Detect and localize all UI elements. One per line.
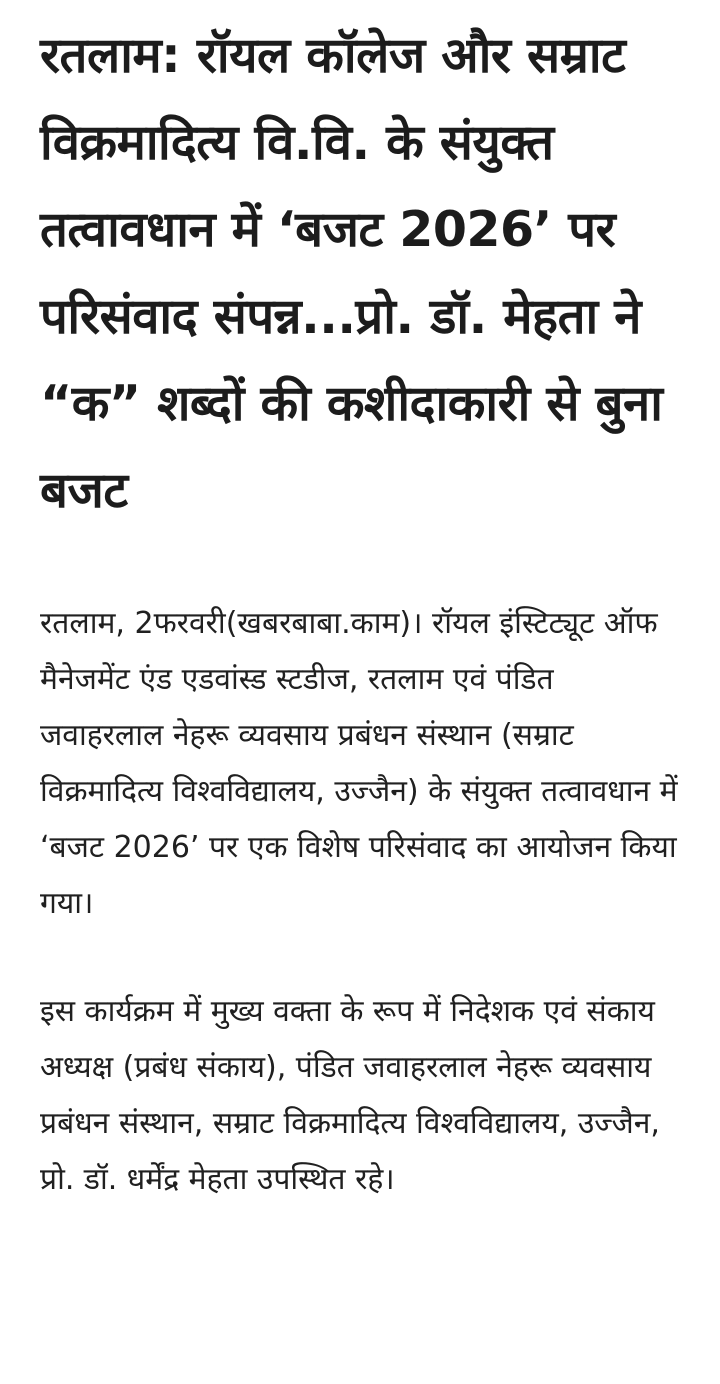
article-paragraph-speaker: इस कार्यक्रम में मुख्य वक्ता के रूप में निदेशक एवं संकाय अध्यक्ष (प्रबंध संकाय), पंडित जवाहरलाल नेहरू व्यवसाय प्रबंधन संस्थान, सम्राट विक्रमादित्य विश्वविद्यालय, उज्जैन, प्रो. डॉ. धर्मेंद्र मेहता उपस्थित रहे।	[40, 994, 660, 1197]
article-headline: रतलाम: रॉयल कॉलेज और सम्राट विक्रमादित्य वि.वि. के संयुक्त तत्वावधान में ‘बजट 2026’ पर परिसंवाद संपन्न...प्रो. डॉ. मेहता ने “क” शब्दों की कशीदाकारी से बुना बजट	[40, 27, 663, 519]
article-paragraph-intro: रतलाम, 2फरवरी(खबरबाबा.काम)। रॉयल इंस्टिट्यूट ऑफ मैनेजमेंट एंड एडवांस्ड स्टडीज, रतलाम एवं पंडित जवाहरलाल नेहरू व्यवसाय प्रबंधन संस्थान (सम्राट विक्रमादित्य विश्वविद्यालय, उज्जैन) के संयुक्त तत्वावधान में ‘बजट 2026’ पर एक विशेष परिसंवाद का आयोजन किया गया।	[40, 606, 678, 921]
